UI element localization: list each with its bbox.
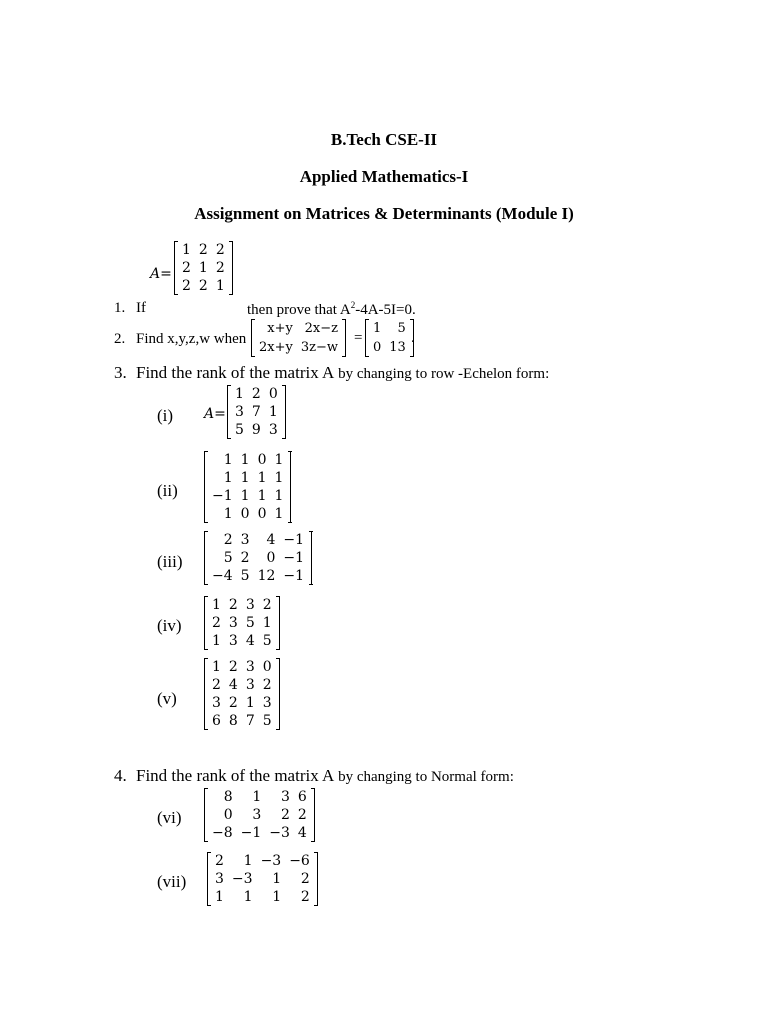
matrix-cell: 4 bbox=[245, 633, 255, 649]
matrix-cell: 0 bbox=[257, 452, 267, 468]
matrix-cell: 4 bbox=[228, 677, 238, 693]
matrix-cell: 1 bbox=[235, 386, 244, 402]
matrix-cell: 2 bbox=[212, 677, 221, 693]
q4-item-label: (vii) bbox=[157, 872, 187, 891]
matrix-cell: 1 bbox=[272, 889, 282, 905]
q4-matrix-vii bbox=[207, 852, 318, 906]
matrix-cell: 1 bbox=[215, 278, 225, 294]
matrix-cell: 1 bbox=[240, 488, 250, 504]
matrix-row bbox=[208, 567, 308, 585]
matrix-cell: 1 bbox=[240, 452, 250, 468]
matrix-cell: 1 bbox=[245, 695, 255, 711]
matrix-table bbox=[208, 531, 308, 585]
matrix-table bbox=[178, 241, 229, 295]
matrix-row bbox=[208, 614, 276, 632]
matrix-cell: 5 bbox=[223, 550, 233, 566]
matrix-cell: 4 bbox=[266, 532, 276, 548]
q2-number: 2. bbox=[114, 331, 126, 347]
matrix-cell: 3 bbox=[262, 695, 272, 711]
matrix-cell: 0 bbox=[240, 506, 250, 522]
matrix-cell: 1 bbox=[198, 260, 208, 276]
q3-item-label: (iii) bbox=[157, 552, 183, 571]
matrix-cell: 5 bbox=[262, 633, 272, 649]
matrix-row bbox=[369, 338, 410, 357]
q3-number: 3. bbox=[114, 363, 127, 382]
matrix-cell: 2 bbox=[215, 853, 224, 869]
matrix-cell: 1 bbox=[268, 404, 278, 420]
q3-item-label: (ii) bbox=[157, 481, 178, 500]
matrix-cell: 1 bbox=[262, 615, 272, 631]
q2-left-matrix bbox=[251, 319, 346, 357]
q1-if: If bbox=[136, 300, 146, 316]
q3-matrix-iii bbox=[204, 531, 312, 585]
matrix-cell: 2 bbox=[228, 597, 238, 613]
matrix-cell: 2 bbox=[251, 386, 261, 402]
matrix-cell: 0 bbox=[373, 340, 382, 355]
matrix-cell: 2 bbox=[198, 278, 208, 294]
matrix-cell: 8 bbox=[228, 713, 238, 729]
matrix-row bbox=[208, 824, 311, 842]
matrix-cell: 6 bbox=[297, 789, 307, 805]
matrix-cell: 5 bbox=[245, 615, 255, 631]
matrix-row bbox=[208, 806, 311, 824]
matrix-row bbox=[211, 852, 314, 870]
matrix-cell: 2 bbox=[297, 807, 307, 823]
matrix-cell: 1 bbox=[373, 321, 382, 336]
matrix-cell: 0 bbox=[223, 807, 233, 823]
q4-instruction: Find the rank of the matrix A by changing to Normal form: bbox=[136, 766, 514, 785]
matrix-table bbox=[211, 852, 314, 906]
matrix-row bbox=[178, 277, 229, 295]
assignment-title: Assignment on Matrices & Determinants (Module I) bbox=[194, 204, 574, 223]
matrix-row bbox=[255, 319, 342, 338]
matrix-row bbox=[255, 338, 342, 357]
matrix-row bbox=[208, 451, 287, 469]
matrix-cell: −6 bbox=[289, 853, 310, 869]
course-title: B.Tech CSE-II bbox=[330, 130, 438, 149]
matrix-cell: 1 bbox=[272, 871, 282, 887]
q2-end: . bbox=[411, 330, 415, 346]
matrix-table bbox=[208, 788, 311, 842]
matrix-row bbox=[369, 319, 410, 338]
matrix-cell: 12 bbox=[257, 568, 276, 584]
matrix-cell: 3 bbox=[281, 789, 290, 805]
matrix-cell: 3 bbox=[240, 532, 250, 548]
matrix-cell: 7 bbox=[245, 713, 255, 729]
matrix-cell: 2 bbox=[223, 532, 233, 548]
q4-item-label: (vi) bbox=[157, 808, 182, 827]
matrix-row bbox=[208, 596, 276, 614]
q3-matrix-iv bbox=[204, 596, 280, 650]
matrix-row bbox=[211, 870, 314, 888]
matrix-cell: 13 bbox=[389, 340, 406, 355]
q3-matrix-label: A= bbox=[204, 406, 226, 422]
subject-title: Applied Mathematics-I bbox=[299, 167, 469, 186]
q3-instruction: Find the rank of the matrix A by changing to row -Echelon form: bbox=[136, 363, 550, 382]
q4-number: 4. bbox=[114, 766, 127, 785]
matrix-cell: 3 bbox=[215, 871, 224, 887]
matrix-cell: 1 bbox=[223, 470, 233, 486]
matrix-cell: 1 bbox=[274, 488, 284, 504]
matrix-row bbox=[231, 403, 282, 421]
matrix-row bbox=[231, 421, 282, 439]
matrix-cell: −3 bbox=[260, 853, 282, 869]
matrix-cell: 6 bbox=[212, 713, 221, 729]
matrix-row bbox=[211, 888, 314, 906]
matrix-cell: −4 bbox=[212, 568, 233, 584]
q1-statement: then prove that $A^2-4A-5I=0$. bbox=[247, 300, 416, 318]
matrix-cell: 2 bbox=[262, 597, 272, 613]
matrix-cell: 1 bbox=[257, 488, 267, 504]
matrix-cell: 1 bbox=[182, 242, 191, 258]
matrix-cell: 1 bbox=[274, 506, 284, 522]
matrix-cell: 2 bbox=[281, 807, 290, 823]
matrix-table bbox=[208, 451, 287, 523]
matrix-cell: 2x+y bbox=[259, 340, 293, 355]
matrix-cell: 1 bbox=[215, 889, 224, 905]
matrix-cell: 5 bbox=[262, 713, 272, 729]
q2-text: Find x,y,z,w when bbox=[136, 331, 247, 347]
matrix-row bbox=[208, 658, 276, 676]
matrix-cell: −3 bbox=[231, 871, 253, 887]
matrix-cell: 1 bbox=[223, 506, 233, 522]
matrix-row bbox=[208, 531, 308, 549]
matrix-cell: 1 bbox=[212, 633, 221, 649]
matrix-cell: 1 bbox=[257, 470, 267, 486]
q2-equals: = bbox=[354, 330, 363, 346]
matrix-cell: −1 bbox=[283, 568, 305, 584]
matrix-cell: 3 bbox=[228, 615, 238, 631]
matrix-row bbox=[208, 487, 287, 505]
matrix-cell: 3 bbox=[212, 695, 221, 711]
matrix-cell: 2 bbox=[228, 695, 238, 711]
matrix-cell: 5 bbox=[397, 321, 406, 336]
matrix-cell: −1 bbox=[283, 550, 305, 566]
matrix-cell: 3 bbox=[245, 677, 255, 693]
matrix-cell: 2 bbox=[262, 677, 272, 693]
matrix-cell: 0 bbox=[257, 506, 267, 522]
matrix-row bbox=[208, 549, 308, 567]
q3-item-label: (i) bbox=[157, 406, 174, 425]
matrix-cell: 0 bbox=[266, 550, 276, 566]
matrix-cell: 2 bbox=[198, 242, 208, 258]
matrix-table bbox=[255, 319, 342, 357]
matrix-cell: 0 bbox=[262, 659, 272, 675]
matrix-cell: 2 bbox=[228, 659, 238, 675]
matrix-cell: 2 bbox=[182, 260, 191, 276]
matrix-cell: −8 bbox=[212, 825, 233, 841]
matrix-cell: 0 bbox=[268, 386, 278, 402]
matrix-row bbox=[208, 694, 276, 712]
matrix-row bbox=[178, 241, 229, 259]
matrix-cell: 5 bbox=[240, 568, 250, 584]
q3-matrix-i bbox=[227, 385, 286, 439]
matrix-row bbox=[208, 788, 311, 806]
matrix-cell: 1 bbox=[274, 452, 284, 468]
matrix-table bbox=[369, 319, 410, 357]
matrix-cell: 2 bbox=[182, 278, 191, 294]
matrix-cell: −1 bbox=[212, 488, 233, 504]
matrix-cell: 3 bbox=[228, 633, 238, 649]
matrix-cell: 1 bbox=[274, 470, 284, 486]
matrix-cell: 3 bbox=[245, 659, 255, 675]
matrix-cell: −3 bbox=[269, 825, 290, 841]
matrix-cell: 9 bbox=[251, 422, 261, 438]
q1-matrix-label: A= bbox=[150, 266, 172, 282]
matrix-row bbox=[208, 632, 276, 650]
matrix-cell: 3 bbox=[235, 404, 244, 420]
matrix-cell: 1 bbox=[243, 889, 253, 905]
q1-matrix bbox=[174, 241, 233, 295]
matrix-row bbox=[208, 712, 276, 730]
matrix-cell: 2 bbox=[215, 242, 225, 258]
matrix-cell: 5 bbox=[235, 422, 244, 438]
matrix-cell: 2 bbox=[300, 871, 310, 887]
matrix-cell: x+y bbox=[267, 321, 293, 336]
q3-item-label: (iv) bbox=[157, 616, 182, 635]
q3-matrix-ii bbox=[204, 451, 291, 523]
matrix-cell: 7 bbox=[251, 404, 261, 420]
q1-number: 1. bbox=[114, 300, 126, 316]
matrix-table bbox=[231, 385, 282, 439]
matrix-row bbox=[231, 385, 282, 403]
q4-matrix-vi bbox=[204, 788, 315, 842]
q3-item-label: (v) bbox=[157, 689, 177, 708]
matrix-cell: 1 bbox=[252, 789, 262, 805]
matrix-cell: 2 bbox=[215, 260, 225, 276]
matrix-table bbox=[208, 596, 276, 650]
matrix-cell: −1 bbox=[283, 532, 305, 548]
matrix-cell: 3 bbox=[245, 597, 255, 613]
matrix-row bbox=[208, 469, 287, 487]
matrix-cell: 1 bbox=[212, 659, 221, 675]
matrix-cell: 2x−z bbox=[304, 321, 338, 336]
q2-right-matrix bbox=[365, 319, 414, 357]
matrix-cell: 1 bbox=[223, 452, 233, 468]
matrix-cell: 3 bbox=[268, 422, 278, 438]
matrix-cell: 2 bbox=[212, 615, 221, 631]
matrix-cell: 2 bbox=[240, 550, 250, 566]
matrix-cell: 3z−w bbox=[300, 340, 338, 355]
matrix-cell: 1 bbox=[240, 470, 250, 486]
matrix-cell: 1 bbox=[243, 853, 253, 869]
matrix-cell: 1 bbox=[212, 597, 221, 613]
matrix-cell: 8 bbox=[223, 789, 233, 805]
matrix-cell: 2 bbox=[300, 889, 310, 905]
matrix-cell: 4 bbox=[297, 825, 307, 841]
matrix-row bbox=[178, 259, 229, 277]
matrix-cell: 3 bbox=[252, 807, 262, 823]
matrix-cell: −1 bbox=[240, 825, 262, 841]
q3-matrix-v bbox=[204, 658, 280, 730]
matrix-table bbox=[208, 658, 276, 730]
matrix-row bbox=[208, 676, 276, 694]
matrix-row bbox=[208, 505, 287, 523]
